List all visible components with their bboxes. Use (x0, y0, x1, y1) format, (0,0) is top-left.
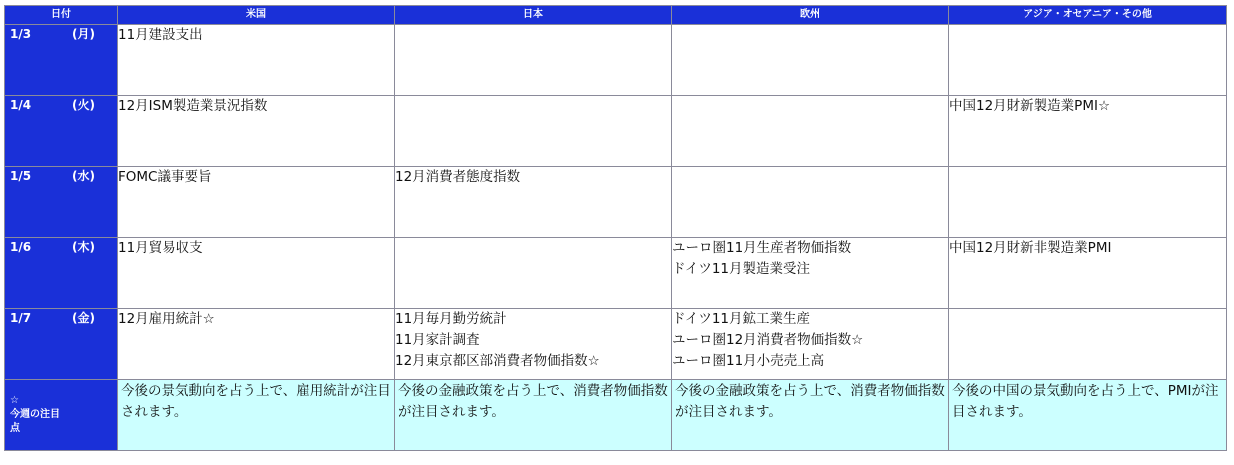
event-cell-asia (949, 238, 1227, 309)
event-cell-japan (395, 238, 672, 309)
event-cell-asia (949, 309, 1227, 380)
notes-star: ☆ (10, 395, 19, 406)
event-cell-us (118, 167, 395, 238)
event-cell-europe (672, 25, 949, 96)
event-cell-europe (672, 309, 949, 380)
weekday-label: (水) (72, 169, 95, 183)
event-item: ユーロ圏12月消費者物価指数☆ (672, 332, 864, 348)
weekday-label: (金) (72, 311, 95, 325)
weekday-label: (木) (72, 240, 95, 254)
note-asia: 今後の中国の景気動向を占う上で、PMIが注目されます。 (949, 380, 1227, 451)
calendar-row (5, 167, 1227, 238)
event-item: 中国12月財新製造業PMI☆ (949, 98, 1111, 114)
event-cell-europe (672, 96, 949, 167)
event-item: ユーロ圏11月生産者物価指数 (672, 240, 852, 256)
event-item: 12月ISM製造業景況指数 (118, 98, 268, 114)
event-item: 中国12月財新非製造業PMI (949, 240, 1112, 256)
event-cell-us (118, 238, 395, 309)
calendar-body (5, 25, 1227, 380)
event-item: 11月貿易収支 (118, 240, 203, 256)
date-cell (5, 96, 118, 167)
header-date: 日付 (5, 6, 118, 25)
notes-label (5, 380, 118, 451)
date-label: 1/3 (10, 27, 32, 41)
event-cell-us (118, 96, 395, 167)
event-cell-asia (949, 167, 1227, 238)
event-item: ドイツ11月鉱工業生産 (672, 311, 811, 327)
event-item: ドイツ11月製造業受注 (672, 261, 811, 277)
event-cell-japan (395, 167, 672, 238)
event-item: 11月家計調査 (395, 332, 480, 348)
date-cell (5, 238, 118, 309)
weekday-label: (月) (72, 27, 95, 41)
event-cell-us (118, 25, 395, 96)
event-cell-asia (949, 25, 1227, 96)
header-us: 米国 (118, 6, 395, 25)
event-item: 11月毎月勤労統計 (395, 311, 507, 327)
event-cell-europe (672, 238, 949, 309)
event-cell-japan (395, 309, 672, 380)
calendar-row (5, 25, 1227, 96)
notes-label-line1: 今週の注目 (10, 409, 60, 420)
date-cell (5, 25, 118, 96)
date-label: 1/5 (10, 169, 32, 183)
event-cell-us (118, 309, 395, 380)
event-cell-japan (395, 25, 672, 96)
weekday-label: (火) (72, 98, 95, 112)
header-asia: アジア・オセアニア・その他 (949, 6, 1227, 25)
note-europe: 今後の金融政策を占う上で、消費者物価指数が注目されます。 (672, 380, 949, 451)
event-item: 11月建設支出 (118, 27, 203, 43)
header-europe: 欧州 (672, 6, 949, 25)
date-cell (5, 167, 118, 238)
header-japan: 日本 (395, 6, 672, 25)
event-cell-japan (395, 96, 672, 167)
note-us: 今後の景気動向を占う上で、雇用統計が注目されます。 (118, 380, 395, 451)
date-label: 1/7 (10, 311, 32, 325)
event-item: ユーロ圏11月小売売上高 (672, 353, 825, 369)
notes-row (5, 380, 1227, 451)
event-cell-europe (672, 167, 949, 238)
event-item: FOMC議事要旨 (118, 169, 212, 185)
event-cell-asia (949, 96, 1227, 167)
economic-calendar-table (4, 5, 1227, 451)
date-label: 1/6 (10, 240, 32, 254)
calendar-row (5, 309, 1227, 380)
calendar-row (5, 238, 1227, 309)
date-cell (5, 309, 118, 380)
notes-label-line2: 点 (10, 423, 20, 434)
note-japan: 今後の金融政策を占う上で、消費者物価指数が注目されます。 (395, 380, 672, 451)
date-label: 1/4 (10, 98, 32, 112)
event-item: 12月雇用統計☆ (118, 311, 215, 327)
calendar-row (5, 96, 1227, 167)
header-row (5, 6, 1227, 25)
event-item: 12月東京都区部消費者物価指数☆ (395, 353, 600, 369)
event-item: 12月消費者態度指数 (395, 169, 521, 185)
